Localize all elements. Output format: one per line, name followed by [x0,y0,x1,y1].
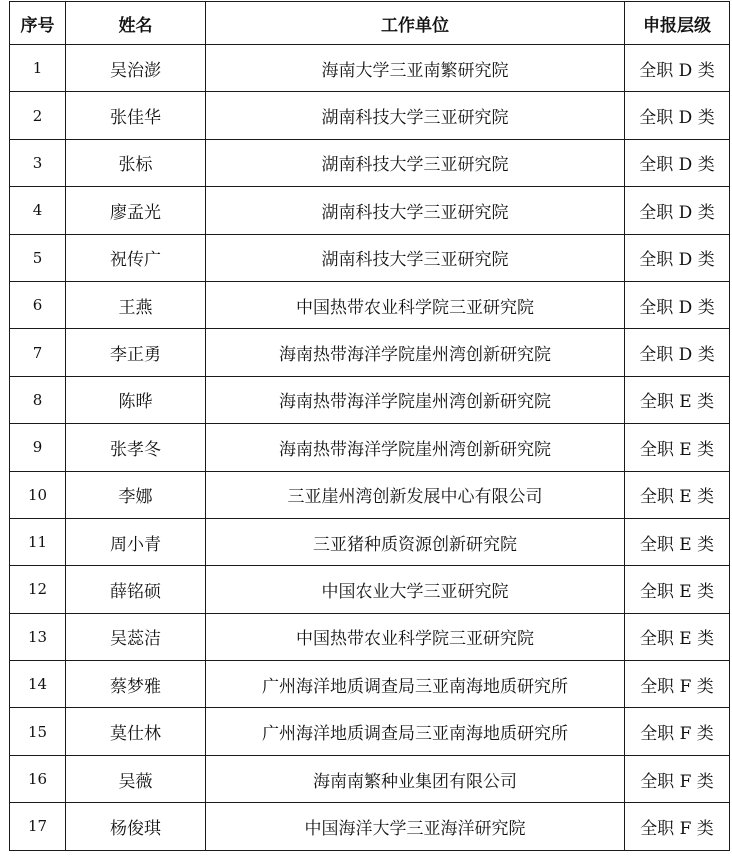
table-row [10,661,730,708]
level-cell: 全职 E 类 [625,613,730,660]
table-body [10,45,730,851]
organization-cell: 中国农业大学三亚研究院 [206,566,625,613]
header-level: 申报层级 [625,2,730,45]
organization-cell: 海南大学三亚南繁研究院 [206,45,625,92]
header-organization: 工作单位 [206,2,625,45]
organization-cell: 三亚崖州湾创新发展中心有限公司 [206,471,625,518]
serial-cell: 11 [10,518,66,565]
header-name: 姓名 [66,2,206,45]
level-cell: 全职 D 类 [625,139,730,186]
name-cell: 李正勇 [66,329,206,376]
name-cell: 吴治澎 [66,45,206,92]
level-cell: 全职 D 类 [625,234,730,281]
name-cell: 李娜 [66,471,206,518]
serial-cell: 12 [10,566,66,613]
serial-cell: 3 [10,139,66,186]
name-cell: 廖孟光 [66,187,206,234]
name-cell: 张孝冬 [66,424,206,471]
table-row [10,755,730,802]
organization-cell: 中国热带农业科学院三亚研究院 [206,281,625,328]
table-row [10,566,730,613]
level-cell: 全职 F 类 [625,708,730,755]
table-row [10,708,730,755]
serial-cell: 8 [10,376,66,423]
serial-cell: 14 [10,661,66,708]
name-cell: 吴薇 [66,755,206,802]
level-cell: 全职 F 类 [625,661,730,708]
level-cell: 全职 F 类 [625,755,730,802]
table-row [10,518,730,565]
name-cell: 陈晔 [66,376,206,423]
level-cell: 全职 F 类 [625,803,730,850]
serial-cell: 2 [10,92,66,139]
name-cell: 王燕 [66,281,206,328]
table-row [10,187,730,234]
serial-cell: 6 [10,281,66,328]
table-row [10,139,730,186]
level-cell: 全职 D 类 [625,281,730,328]
name-cell: 吴蕊洁 [66,613,206,660]
organization-cell: 湖南科技大学三亚研究院 [206,187,625,234]
name-cell: 张佳华 [66,92,206,139]
organization-cell: 广州海洋地质调查局三亚南海地质研究所 [206,708,625,755]
name-cell: 蔡梦雅 [66,661,206,708]
name-cell: 周小青 [66,518,206,565]
level-cell: 全职 E 类 [625,471,730,518]
level-cell: 全职 E 类 [625,376,730,423]
table-row [10,329,730,376]
serial-cell: 13 [10,613,66,660]
header-row [10,2,730,45]
level-cell: 全职 D 类 [625,92,730,139]
organization-cell: 中国海洋大学三亚海洋研究院 [206,803,625,850]
organization-cell: 湖南科技大学三亚研究院 [206,139,625,186]
organization-cell: 海南热带海洋学院崖州湾创新研究院 [206,424,625,471]
organization-cell: 三亚猪种质资源创新研究院 [206,518,625,565]
organization-cell: 中国热带农业科学院三亚研究院 [206,613,625,660]
serial-cell: 7 [10,329,66,376]
level-cell: 全职 D 类 [625,45,730,92]
name-cell: 张标 [66,139,206,186]
name-cell: 莫仕林 [66,708,206,755]
serial-cell: 16 [10,755,66,802]
roster-table [9,1,730,851]
table-row [10,45,730,92]
table-row [10,92,730,139]
organization-cell: 海南热带海洋学院崖州湾创新研究院 [206,329,625,376]
level-cell: 全职 E 类 [625,518,730,565]
organization-cell: 海南热带海洋学院崖州湾创新研究院 [206,376,625,423]
serial-cell: 10 [10,471,66,518]
table-row [10,376,730,423]
level-cell: 全职 D 类 [625,329,730,376]
table-row [10,234,730,281]
serial-cell: 9 [10,424,66,471]
organization-cell: 海南南繁种业集团有限公司 [206,755,625,802]
serial-cell: 5 [10,234,66,281]
level-cell: 全职 E 类 [625,566,730,613]
table-row [10,424,730,471]
serial-cell: 4 [10,187,66,234]
table-row [10,281,730,328]
name-cell: 杨俊琪 [66,803,206,850]
table-row [10,803,730,850]
serial-cell: 15 [10,708,66,755]
serial-cell: 17 [10,803,66,850]
serial-cell: 1 [10,45,66,92]
table-row [10,613,730,660]
name-cell: 祝传广 [66,234,206,281]
name-cell: 薛铭硕 [66,566,206,613]
header-serial: 序号 [10,2,66,45]
organization-cell: 广州海洋地质调查局三亚南海地质研究所 [206,661,625,708]
table-row [10,471,730,518]
organization-cell: 湖南科技大学三亚研究院 [206,92,625,139]
level-cell: 全职 E 类 [625,424,730,471]
level-cell: 全职 D 类 [625,187,730,234]
organization-cell: 湖南科技大学三亚研究院 [206,234,625,281]
